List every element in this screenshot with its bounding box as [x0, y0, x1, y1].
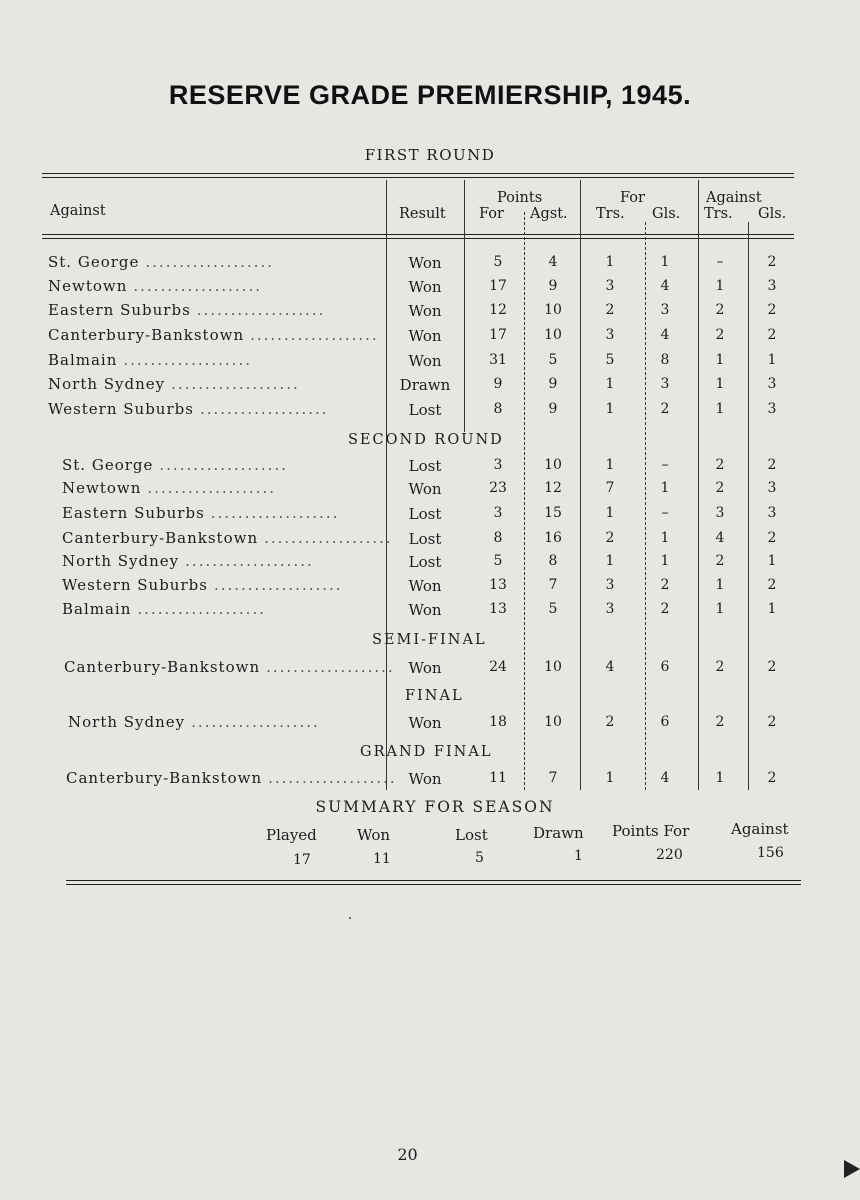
leader-dots: ...................	[196, 301, 326, 319]
leader-dots: ...................	[145, 253, 274, 271]
cell-ag: 3	[767, 505, 777, 521]
cell-pa: 15	[544, 505, 562, 521]
cell-at: 1	[715, 278, 725, 294]
header-points-for: For	[479, 206, 504, 222]
team-label: St. George	[62, 456, 154, 474]
cell-ag: 2	[767, 327, 777, 343]
summary-against: 156	[757, 845, 784, 861]
team-label: Canterbury-Bankstown	[48, 326, 245, 344]
rule	[66, 880, 801, 881]
cell-pf: 5	[493, 254, 503, 270]
cell-pa: 10	[544, 327, 562, 343]
cell-pa: 10	[544, 302, 562, 318]
cell-at: 2	[715, 327, 725, 343]
cell-result: Won	[408, 480, 442, 498]
cell-at: –	[716, 254, 724, 270]
cell-pf: 8	[493, 530, 503, 546]
cell-ft: 2	[605, 530, 615, 546]
team-label: Newtown	[62, 479, 142, 497]
cell-at: 1	[715, 770, 725, 786]
team-name	[48, 301, 325, 319]
summary-lost: 5	[475, 850, 484, 866]
page-number: 20	[397, 1145, 418, 1164]
rule	[42, 173, 794, 174]
column-divider	[524, 212, 525, 790]
leader-dots: ...................	[137, 600, 266, 618]
team-label: Newtown	[48, 277, 128, 295]
cell-pf: 12	[489, 302, 507, 318]
header-points-agst: Agst.	[530, 206, 568, 222]
header-against: Against	[50, 203, 106, 219]
team-name	[66, 769, 397, 787]
team-name	[48, 326, 379, 344]
team-label: Canterbury-Bankstown	[62, 529, 259, 547]
team-name	[62, 576, 343, 594]
leader-dots: ...................	[213, 576, 343, 594]
cell-pf: 13	[489, 577, 507, 593]
team-name	[48, 253, 274, 271]
leader-dots: ...................	[123, 351, 252, 369]
cell-result: Won	[408, 659, 442, 677]
team-name	[48, 400, 329, 418]
header-against-gls: Gls.	[758, 206, 787, 222]
rule	[42, 234, 794, 235]
final-heading: FINAL	[405, 688, 464, 704]
cell-at: 4	[715, 530, 725, 546]
cell-ag: 3	[767, 480, 777, 496]
cell-pf: 31	[489, 352, 507, 368]
cell-ft: 1	[605, 505, 615, 521]
leader-dots: ...................	[171, 375, 300, 393]
cell-ft: 2	[605, 714, 615, 730]
cell-fg: 3	[660, 302, 670, 318]
cell-pa: 12	[544, 480, 562, 496]
cell-fg: 6	[660, 659, 670, 675]
header-for-gls: Gls.	[652, 206, 681, 222]
cell-fg: 1	[660, 480, 670, 496]
cell-ft: 5	[605, 352, 615, 368]
cell-at: 2	[715, 302, 725, 318]
rule	[66, 884, 801, 885]
cell-at: 1	[715, 601, 725, 617]
team-name	[62, 600, 266, 618]
team-name	[62, 529, 393, 547]
cell-at: 1	[715, 352, 725, 368]
cell-fg: 1	[660, 530, 670, 546]
cell-result: Won	[408, 714, 442, 732]
cell-result: Won	[408, 601, 442, 619]
cell-fg: 6	[660, 714, 670, 730]
cell-ft: 1	[605, 376, 615, 392]
cell-ag: 2	[767, 530, 777, 546]
cell-ft: 1	[605, 770, 615, 786]
column-divider	[580, 180, 581, 790]
summary-header-drawn: Drawn	[533, 824, 584, 842]
header-result: Result	[399, 206, 446, 222]
cell-result: Lost	[408, 401, 442, 419]
cell-pa: 10	[544, 714, 562, 730]
cell-result: Won	[408, 327, 442, 345]
cell-fg: 2	[660, 601, 670, 617]
cell-fg: 8	[660, 352, 670, 368]
rule	[42, 238, 794, 239]
cell-ag: 1	[767, 553, 777, 569]
leader-dots: ...................	[199, 400, 329, 418]
cell-pf: 13	[489, 601, 507, 617]
summary-drawn: 1	[574, 848, 583, 864]
cell-result: Won	[408, 352, 442, 370]
cell-pf: 11	[489, 770, 507, 786]
summary-header-played: Played	[266, 826, 317, 844]
cell-at: 2	[715, 480, 725, 496]
team-label: Western Suburbs	[48, 400, 194, 418]
header-for-trs: Trs.	[596, 206, 625, 222]
leader-dots: ...................	[159, 456, 288, 474]
team-label: North Sydney	[48, 375, 166, 393]
cell-at: 2	[715, 659, 725, 675]
cell-ag: 3	[767, 401, 777, 417]
cell-pf: 9	[493, 376, 503, 392]
team-name	[48, 375, 300, 393]
header-points: Points	[497, 190, 543, 206]
cell-ag: 2	[767, 577, 777, 593]
cell-pa: 4	[548, 254, 558, 270]
cell-pf: 18	[489, 714, 507, 730]
summary-header-won: Won	[357, 826, 391, 844]
cell-result: Lost	[408, 457, 442, 475]
cell-fg: 4	[660, 770, 670, 786]
summary-points-for: 220	[656, 847, 683, 863]
cell-pa: 16	[544, 530, 562, 546]
leader-dots: ...................	[268, 769, 397, 787]
summary-title: SUMMARY FOR SEASON	[315, 798, 555, 816]
cell-fg: 1	[660, 254, 670, 270]
team-label: North Sydney	[62, 552, 180, 570]
cell-at: 1	[715, 401, 725, 417]
cell-pf: 24	[489, 659, 507, 675]
column-divider	[464, 180, 465, 432]
cell-pa: 7	[548, 577, 558, 593]
team-label: Balmain	[62, 600, 132, 618]
team-label: Canterbury-Bankstown	[64, 658, 261, 676]
summary-played: 17	[293, 852, 311, 868]
team-label: Eastern Suburbs	[48, 301, 191, 319]
cell-pf: 23	[489, 480, 507, 496]
first-round-heading: FIRST ROUND	[364, 146, 496, 164]
summary-header-points-for: Points For	[612, 822, 690, 840]
cell-pf: 5	[493, 553, 503, 569]
cell-ft: 1	[605, 401, 615, 417]
column-divider	[386, 180, 387, 790]
page-corner-mark	[844, 1160, 860, 1178]
summary-header-against: Against	[731, 820, 789, 838]
leader-dots: ...................	[147, 479, 276, 497]
column-divider	[645, 222, 646, 790]
cell-pa: 9	[548, 376, 558, 392]
team-name	[48, 277, 262, 295]
cell-result: Won	[408, 302, 442, 320]
leader-dots: ...................	[264, 529, 393, 547]
header-against-trs: Trs.	[704, 206, 733, 222]
cell-ag: 2	[767, 457, 777, 473]
cell-ft: 3	[605, 327, 615, 343]
cell-at: 2	[715, 553, 725, 569]
cell-ag: 2	[767, 302, 777, 318]
second-round-heading: SECOND ROUND	[348, 432, 504, 448]
cell-pf: 3	[493, 505, 503, 521]
cell-result: Won	[408, 254, 442, 272]
cell-fg: 1	[660, 553, 670, 569]
cell-result: Won	[408, 770, 442, 788]
cell-result: Drawn	[399, 376, 451, 394]
cell-ag: 2	[767, 770, 777, 786]
team-label: Western Suburbs	[62, 576, 208, 594]
cell-ag: 2	[767, 254, 777, 270]
cell-ag: 3	[767, 376, 777, 392]
speck	[349, 917, 351, 919]
cell-ft: 1	[605, 254, 615, 270]
summary-won: 11	[373, 851, 391, 867]
cell-fg: 3	[660, 376, 670, 392]
leader-dots: ...................	[185, 552, 314, 570]
cell-fg: –	[661, 457, 669, 473]
grand-final-heading: GRAND FINAL	[360, 744, 493, 760]
cell-pa: 9	[548, 401, 558, 417]
cell-fg: 2	[660, 577, 670, 593]
header-against-group: Against	[706, 190, 762, 206]
team-label: Balmain	[48, 351, 118, 369]
team-name	[64, 658, 395, 676]
cell-result: Won	[408, 577, 442, 595]
cell-pa: 10	[544, 659, 562, 675]
header-for: For	[620, 190, 645, 206]
cell-fg: –	[661, 505, 669, 521]
cell-result: Lost	[408, 553, 442, 571]
leader-dots: ...................	[133, 277, 262, 295]
cell-pa: 9	[548, 278, 558, 294]
cell-ft: 4	[605, 659, 615, 675]
rule	[42, 177, 794, 178]
cell-ft: 1	[605, 457, 615, 473]
cell-result: Won	[408, 278, 442, 296]
team-name	[62, 552, 314, 570]
cell-pa: 7	[548, 770, 558, 786]
cell-ft: 7	[605, 480, 615, 496]
cell-ft: 3	[605, 601, 615, 617]
cell-pf: 8	[493, 401, 503, 417]
cell-at: 1	[715, 577, 725, 593]
cell-ag: 1	[767, 601, 777, 617]
cell-pa: 8	[548, 553, 558, 569]
cell-ft: 3	[605, 278, 615, 294]
cell-ag: 1	[767, 352, 777, 368]
cell-ag: 2	[767, 714, 777, 730]
team-label: Canterbury-Bankstown	[66, 769, 263, 787]
semi-final-heading: SEMI-FINAL	[372, 632, 487, 648]
cell-at: 1	[715, 376, 725, 392]
cell-pa: 5	[548, 601, 558, 617]
cell-at: 2	[715, 714, 725, 730]
cell-fg: 2	[660, 401, 670, 417]
team-name	[48, 351, 252, 369]
cell-ag: 3	[767, 278, 777, 294]
team-label: North Sydney	[68, 713, 186, 731]
cell-pf: 17	[489, 278, 507, 294]
cell-result: Lost	[408, 530, 442, 548]
team-name	[62, 456, 288, 474]
leader-dots: ...................	[191, 713, 320, 731]
leader-dots: ...................	[210, 504, 340, 522]
column-divider	[698, 180, 699, 790]
cell-pf: 17	[489, 327, 507, 343]
cell-result: Lost	[408, 505, 442, 523]
cell-ft: 3	[605, 577, 615, 593]
team-name	[62, 504, 339, 522]
team-name	[68, 713, 320, 731]
leader-dots: ...................	[266, 658, 395, 676]
team-name	[62, 479, 276, 497]
cell-ag: 2	[767, 659, 777, 675]
team-label: St. George	[48, 253, 140, 271]
cell-at: 3	[715, 505, 725, 521]
cell-fg: 4	[660, 327, 670, 343]
column-divider	[748, 222, 749, 790]
summary-header-lost: Lost	[455, 826, 488, 844]
cell-at: 2	[715, 457, 725, 473]
cell-pf: 3	[493, 457, 503, 473]
leader-dots: ...................	[250, 326, 379, 344]
cell-pa: 5	[548, 352, 558, 368]
cell-fg: 4	[660, 278, 670, 294]
cell-pa: 10	[544, 457, 562, 473]
team-label: Eastern Suburbs	[62, 504, 205, 522]
cell-ft: 1	[605, 553, 615, 569]
page-title: RESERVE GRADE PREMIERSHIP, 1945.	[168, 80, 692, 110]
cell-ft: 2	[605, 302, 615, 318]
